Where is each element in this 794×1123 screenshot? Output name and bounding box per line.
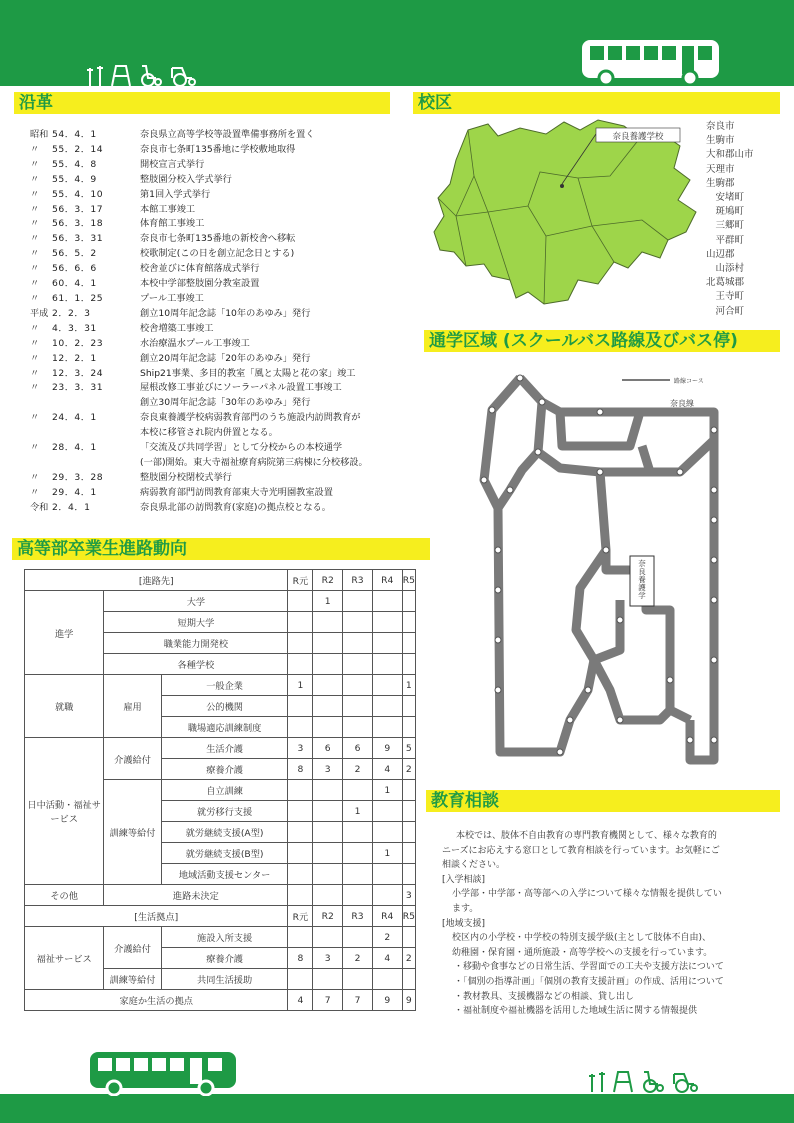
history-row: [30, 322, 410, 337]
consult-intro-3: 相談ください。: [442, 860, 506, 871]
item-cell: 進路未決定: [104, 885, 288, 906]
value-cell: [288, 633, 313, 654]
item-cell: 就労移行支援: [161, 801, 288, 822]
value-cell: 1: [343, 801, 373, 822]
district-item: 斑鳩町: [706, 206, 745, 218]
value-cell: [372, 654, 402, 675]
value-cell: 3: [313, 948, 343, 969]
value-cell: [288, 612, 313, 633]
table-header-label: [生活拠点]: [25, 906, 288, 927]
value-cell: [288, 864, 313, 885]
history-text: 本校中学部整肢園分教室設置: [140, 278, 260, 290]
history-row: [30, 486, 410, 501]
value-cell: [288, 654, 313, 675]
value-cell: [313, 612, 343, 633]
history-text: 本校に移管され院内併置となる。: [140, 427, 278, 439]
history-text: (一部)開始。東大寺福祉療育病院第三病棟に分校移設。: [140, 456, 368, 468]
value-cell: 1: [372, 780, 402, 801]
item-cell: 職業能力開発校: [104, 633, 288, 654]
history-text: 開校宣言式挙行: [140, 158, 205, 170]
value-cell: 4: [372, 948, 402, 969]
history-row: [30, 292, 410, 307]
value-cell: 3: [288, 738, 313, 759]
value-cell: [343, 591, 373, 612]
value-cell: [288, 843, 313, 864]
history-date: 61．1．25: [52, 292, 104, 304]
history-date: 29．4．1: [52, 486, 97, 498]
table-header-year: R3: [343, 570, 373, 591]
history-era: 〃: [30, 263, 40, 275]
value-cell: [313, 696, 343, 717]
history-era: 〃: [30, 233, 40, 245]
value-cell: [343, 696, 373, 717]
history-era: [30, 456, 52, 471]
history-text: 奈良東養護学校病弱教育部門のうち施設内訪問教育が: [140, 412, 361, 424]
table-row: [25, 675, 416, 696]
history-era: 〃: [30, 412, 40, 424]
value-cell: [288, 696, 313, 717]
value-cell: [372, 717, 402, 738]
value-cell: 1: [402, 675, 415, 696]
history-row: [30, 247, 410, 262]
subcategory-cell: 介護給付: [104, 927, 161, 969]
history-date: 28．4．1: [52, 442, 97, 454]
history-row: [30, 456, 410, 471]
value-cell: [313, 927, 343, 948]
history-date: 55．4．8: [52, 158, 97, 170]
subcategory-cell: 介護給付: [104, 738, 161, 780]
value-cell: 8: [288, 948, 313, 969]
district-item: 河合町: [706, 305, 745, 317]
history-date: 2．2．3: [52, 307, 91, 319]
route-map: [470, 360, 788, 780]
consult-heading-admission: [入学相談]: [442, 874, 486, 885]
history-text: 校舎増築工事竣工: [140, 322, 214, 334]
history-date: [52, 396, 140, 411]
value-cell: [372, 612, 402, 633]
history-date: 55．4．9: [52, 173, 97, 185]
value-cell: [343, 864, 373, 885]
value-cell: [343, 717, 373, 738]
value-cell: 3: [313, 759, 343, 780]
mobility-aids-green-icon: [588, 1066, 700, 1094]
value-cell: [313, 969, 343, 990]
history-date: 55．4．10: [52, 188, 104, 200]
category-cell: 家庭か生活の拠点: [25, 990, 288, 1011]
history-era: [30, 396, 52, 411]
history-title: 沿革: [14, 92, 390, 114]
item-cell: 大学: [104, 591, 288, 612]
item-cell: 共同生活援助: [161, 969, 288, 990]
value-cell: [313, 633, 343, 654]
item-cell: 地域活動支援センター: [161, 864, 288, 885]
value-cell: [372, 591, 402, 612]
history-era: 令和: [30, 501, 49, 513]
consult-bullet-4: ・福祉制度や福祉機器を活用した地域生活に関する情報提供: [454, 1006, 698, 1017]
item-cell: 療養介護: [161, 759, 288, 780]
category-cell: 日中活動・福祉サービス: [25, 738, 104, 885]
history-row: [30, 411, 410, 426]
consult-bullet-1: ・移動や食事などの日常生活、学習面での工夫や支援方法について: [454, 962, 724, 973]
route-legend: 路線コース: [674, 378, 704, 385]
category-cell: 就職: [25, 675, 104, 738]
district-map: [428, 116, 706, 316]
value-cell: 1: [288, 675, 313, 696]
history-text: 体育館工事竣工: [140, 218, 205, 230]
value-cell: 2: [372, 927, 402, 948]
table-header-year: R3: [343, 906, 373, 927]
value-cell: [402, 927, 415, 948]
value-cell: [288, 927, 313, 948]
history-text: 奈良県北部の訪問教育(家庭)の拠点校となる。: [140, 501, 331, 513]
value-cell: [313, 864, 343, 885]
history-row: [30, 217, 410, 232]
value-cell: [402, 864, 415, 885]
history-row: [30, 262, 410, 277]
history-date: 54．4．1: [52, 129, 97, 140]
district-item: 大和郡山市: [706, 149, 754, 161]
history-row: [30, 232, 410, 247]
value-cell: [343, 675, 373, 696]
history-row: [30, 128, 410, 143]
value-cell: 2: [343, 759, 373, 780]
value-cell: [402, 843, 415, 864]
value-cell: 9: [372, 738, 402, 759]
route-school-label: 奈良養護学: [638, 559, 646, 600]
history-date: 12．2．1: [52, 352, 97, 364]
history-date: 2．4．1: [52, 501, 91, 513]
history-row: [30, 143, 410, 158]
district-item: 王寺町: [706, 291, 745, 303]
value-cell: 6: [343, 738, 373, 759]
history-date: 29．3．28: [52, 471, 104, 483]
district-item: 奈良市: [706, 121, 735, 132]
value-cell: 7: [313, 990, 343, 1011]
category-cell: 福祉サービス: [25, 927, 104, 990]
consult-bullet-3: ・教材教具、支援機器などの相談、貸し出し: [454, 991, 635, 1002]
table-row: [25, 927, 416, 948]
history-era: 〃: [30, 158, 40, 170]
history-era: 〃: [30, 486, 40, 498]
value-cell: [288, 885, 313, 906]
history-date: 60．4．1: [52, 278, 97, 290]
history-text: 校舎並びに体育館落成式挙行: [140, 263, 260, 275]
subcategory-cell: 雇用: [104, 675, 161, 738]
table-header-year: R4: [372, 570, 402, 591]
consult-intro-1: 本校では、肢体不自由教育の専門教育機関として、様々な教育的: [456, 831, 717, 841]
route-title: 通学区域 (スクールバス路線及びバス停): [424, 330, 780, 352]
map-school-label: 奈良養護学校: [612, 132, 664, 142]
history-date: 56．5．2: [52, 248, 97, 260]
category-cell: その他: [25, 885, 104, 906]
value-cell: 2: [402, 948, 415, 969]
district-item: 山辺郡: [706, 248, 735, 260]
item-cell: 職場適応訓練制度: [161, 717, 288, 738]
value-cell: 2: [402, 759, 415, 780]
history-row: [30, 471, 410, 486]
value-cell: 1: [372, 843, 402, 864]
history-text: 「交流及び共同学習」として分校からの本校通学: [140, 442, 343, 454]
value-cell: [372, 885, 402, 906]
history-era: 〃: [30, 322, 40, 334]
category-cell: 進学: [25, 591, 104, 675]
history-date: 56．6．6: [52, 263, 97, 275]
table-header-year: R元: [288, 570, 313, 591]
value-cell: [313, 801, 343, 822]
line-label-nara: 奈良線: [670, 399, 694, 408]
history-date: 12．3．24: [52, 367, 104, 379]
table-header-row: [25, 570, 416, 591]
history-era: 〃: [30, 292, 40, 304]
item-cell: 公的機関: [161, 696, 288, 717]
history-era: 〃: [30, 337, 40, 349]
history-era: 〃: [30, 278, 40, 290]
history-row: [30, 352, 410, 367]
value-cell: [343, 780, 373, 801]
consult-bullet-2: ・「個別の指導計画」「個別の教育支援計画」の作成、活用について: [454, 976, 724, 987]
history-row: [30, 426, 410, 441]
history-era: 〃: [30, 203, 40, 215]
history-text: 水治療温水プール工事竣工: [140, 337, 250, 349]
table-header-year: R5: [402, 570, 415, 591]
history-text: 創立20周年記念誌「20年のあゆみ」発行: [140, 352, 311, 364]
history-list: [30, 128, 410, 516]
history-row: [30, 173, 410, 188]
value-cell: [372, 969, 402, 990]
history-row: [30, 367, 410, 382]
subcategory-cell: 訓練等給付: [104, 780, 161, 885]
history-date: [52, 456, 140, 471]
consult-heading-support: [地域支援]: [442, 918, 486, 929]
district-item: 天理市: [706, 163, 735, 175]
history-era: 〃: [30, 382, 40, 394]
value-cell: [313, 780, 343, 801]
consult-admission-2: ます。: [452, 903, 479, 914]
value-cell: [343, 612, 373, 633]
history-row: [30, 501, 410, 516]
value-cell: [343, 843, 373, 864]
history-era: 〃: [30, 352, 40, 364]
history-era: 〃: [30, 143, 40, 155]
district-item: 山添村: [706, 263, 745, 275]
value-cell: [313, 885, 343, 906]
school-bus-green-icon: [88, 1050, 238, 1096]
subcategory-cell: 訓練等給付: [104, 969, 161, 990]
value-cell: [402, 969, 415, 990]
value-cell: [402, 591, 415, 612]
value-cell: [313, 675, 343, 696]
value-cell: 4: [288, 990, 313, 1011]
career-title: 高等部卒業生進路動向: [12, 538, 430, 560]
item-cell: 療養介護: [161, 948, 288, 969]
history-row: [30, 441, 410, 456]
table-row: [25, 738, 416, 759]
history-text: 創立10周年記念誌「10年のあゆみ」発行: [140, 307, 311, 319]
table-header-label: [進路先]: [25, 570, 288, 591]
history-text: 創立30周年記念誌「30年のあゆみ」発行: [140, 397, 311, 409]
history-era: 〃: [30, 188, 40, 200]
item-cell: 一般企業: [161, 675, 288, 696]
item-cell: 就労継続支援(B型): [161, 843, 288, 864]
table-row: [25, 990, 416, 1011]
history-text: 奈良県立高等学校等設置準備事務所を置く: [140, 129, 315, 140]
history-text: 校歌制定(この日を創立記念日とする): [140, 248, 295, 260]
history-row: [30, 188, 410, 203]
career-table: [24, 569, 416, 1011]
history-era: 〃: [30, 471, 40, 483]
district-item: 平群町: [706, 234, 745, 246]
value-cell: [288, 717, 313, 738]
item-cell: 就労継続支援(A型): [161, 822, 288, 843]
history-date: 4．3．31: [52, 322, 97, 334]
value-cell: [288, 969, 313, 990]
value-cell: [343, 969, 373, 990]
district-item: 生駒市: [706, 135, 735, 147]
consult-support-2: 幼稚園・保育園・通所施設・高等学校への支援を行っています。: [452, 947, 713, 958]
district-item: 三郷町: [706, 220, 745, 232]
table-header-year: R5: [402, 906, 415, 927]
history-text: 奈良市七条町135番地の新校舎へ移転: [140, 233, 296, 245]
history-row: [30, 381, 410, 396]
value-cell: [313, 717, 343, 738]
value-cell: [288, 822, 313, 843]
item-cell: 施設入所支援: [161, 927, 288, 948]
value-cell: [343, 822, 373, 843]
value-cell: [343, 885, 373, 906]
value-cell: 8: [288, 759, 313, 780]
history-text: 本館工事竣工: [140, 203, 196, 215]
value-cell: [402, 654, 415, 675]
value-cell: [372, 864, 402, 885]
history-date: 24．4．1: [52, 412, 97, 424]
value-cell: [313, 822, 343, 843]
value-cell: [402, 822, 415, 843]
district-item: 生駒郡: [706, 177, 735, 189]
value-cell: [372, 696, 402, 717]
history-era: 昭和: [30, 129, 49, 140]
table-row: [25, 885, 416, 906]
value-cell: [402, 801, 415, 822]
value-cell: [372, 633, 402, 654]
value-cell: [313, 654, 343, 675]
consult-title: 教育相談: [426, 790, 780, 812]
history-era: 〃: [30, 218, 40, 230]
history-row: [30, 158, 410, 173]
value-cell: [372, 822, 402, 843]
value-cell: 5: [402, 738, 415, 759]
history-era: 〃: [30, 173, 40, 185]
history-text: 第1回入学式挙行: [140, 188, 211, 200]
value-cell: [372, 801, 402, 822]
item-cell: 短期大学: [104, 612, 288, 633]
table-header-year: R2: [313, 570, 343, 591]
history-text: 奈良市七条町135番地に学校敷地取得: [140, 143, 296, 155]
value-cell: 2: [343, 948, 373, 969]
history-text: 整肢園分校閉校式挙行: [140, 471, 232, 483]
history-row: [30, 337, 410, 352]
value-cell: [343, 927, 373, 948]
value-cell: [343, 654, 373, 675]
district-item: 安堵町: [706, 192, 745, 204]
history-row: [30, 203, 410, 218]
history-era: [30, 426, 52, 441]
value-cell: [288, 801, 313, 822]
history-text: Ship21事業、多目的教室「風と太陽と花の家」竣工: [140, 367, 356, 379]
value-cell: [402, 780, 415, 801]
table-header-year: R元: [288, 906, 313, 927]
value-cell: 6: [313, 738, 343, 759]
history-era: 平成: [30, 307, 49, 319]
history-date: 23．3．31: [52, 382, 104, 394]
value-cell: 4: [372, 759, 402, 780]
value-cell: [402, 612, 415, 633]
history-era: 〃: [30, 442, 40, 454]
consult-admission-1: 小学部・中学部・高等部への入学について様々な情報を提供してい: [452, 889, 722, 900]
history-text: 整肢園分校入学式挙行: [140, 173, 232, 185]
district-list: [706, 120, 754, 319]
history-era: 〃: [30, 367, 40, 379]
value-cell: [402, 717, 415, 738]
consult-intro-2: ニーズにお応えする窓口として教育相談を行っています。お気軽にご: [442, 845, 720, 856]
table-row: [25, 591, 416, 612]
consult-support-1: 校区内の小学校・中学校の特別支援学級(主として肢体不自由)、: [452, 933, 712, 944]
history-text: 病弱教育部門訪問教育部東大寺光明園教室設置: [140, 486, 333, 498]
history-row: [30, 277, 410, 292]
value-cell: [402, 696, 415, 717]
district-title: 校区: [413, 92, 780, 114]
history-date: [52, 426, 140, 441]
footer-band: [0, 1094, 794, 1123]
value-cell: 7: [343, 990, 373, 1011]
history-row: [30, 396, 410, 411]
value-cell: 1: [313, 591, 343, 612]
history-row: [30, 307, 410, 322]
table-header-year: R4: [372, 906, 402, 927]
history-date: 55．2．14: [52, 143, 104, 155]
value-cell: [288, 780, 313, 801]
value-cell: 9: [402, 990, 415, 1011]
history-date: 56．3．18: [52, 218, 104, 230]
item-cell: 自立訓練: [161, 780, 288, 801]
history-date: 56．3．17: [52, 203, 104, 215]
history-era: 〃: [30, 248, 40, 260]
value-cell: [343, 633, 373, 654]
school-bus-icon: [578, 38, 723, 86]
value-cell: 3: [402, 885, 415, 906]
value-cell: 9: [372, 990, 402, 1011]
table-header-year: R2: [313, 906, 343, 927]
district-item: 北葛城郡: [706, 277, 745, 289]
value-cell: [288, 591, 313, 612]
history-date: 10．2．23: [52, 337, 104, 349]
item-cell: 生活介護: [161, 738, 288, 759]
table-header-row: [25, 906, 416, 927]
item-cell: 各種学校: [104, 654, 288, 675]
value-cell: [313, 843, 343, 864]
value-cell: [372, 675, 402, 696]
history-text: 屋根改修工事並びにソーラーパネル設置工事竣工: [140, 382, 342, 394]
mobility-aids-icon: [86, 60, 198, 88]
history-text: プール工事竣工: [140, 292, 204, 304]
value-cell: [402, 633, 415, 654]
history-date: 56．3．31: [52, 233, 104, 245]
consult-body: [442, 829, 788, 1019]
